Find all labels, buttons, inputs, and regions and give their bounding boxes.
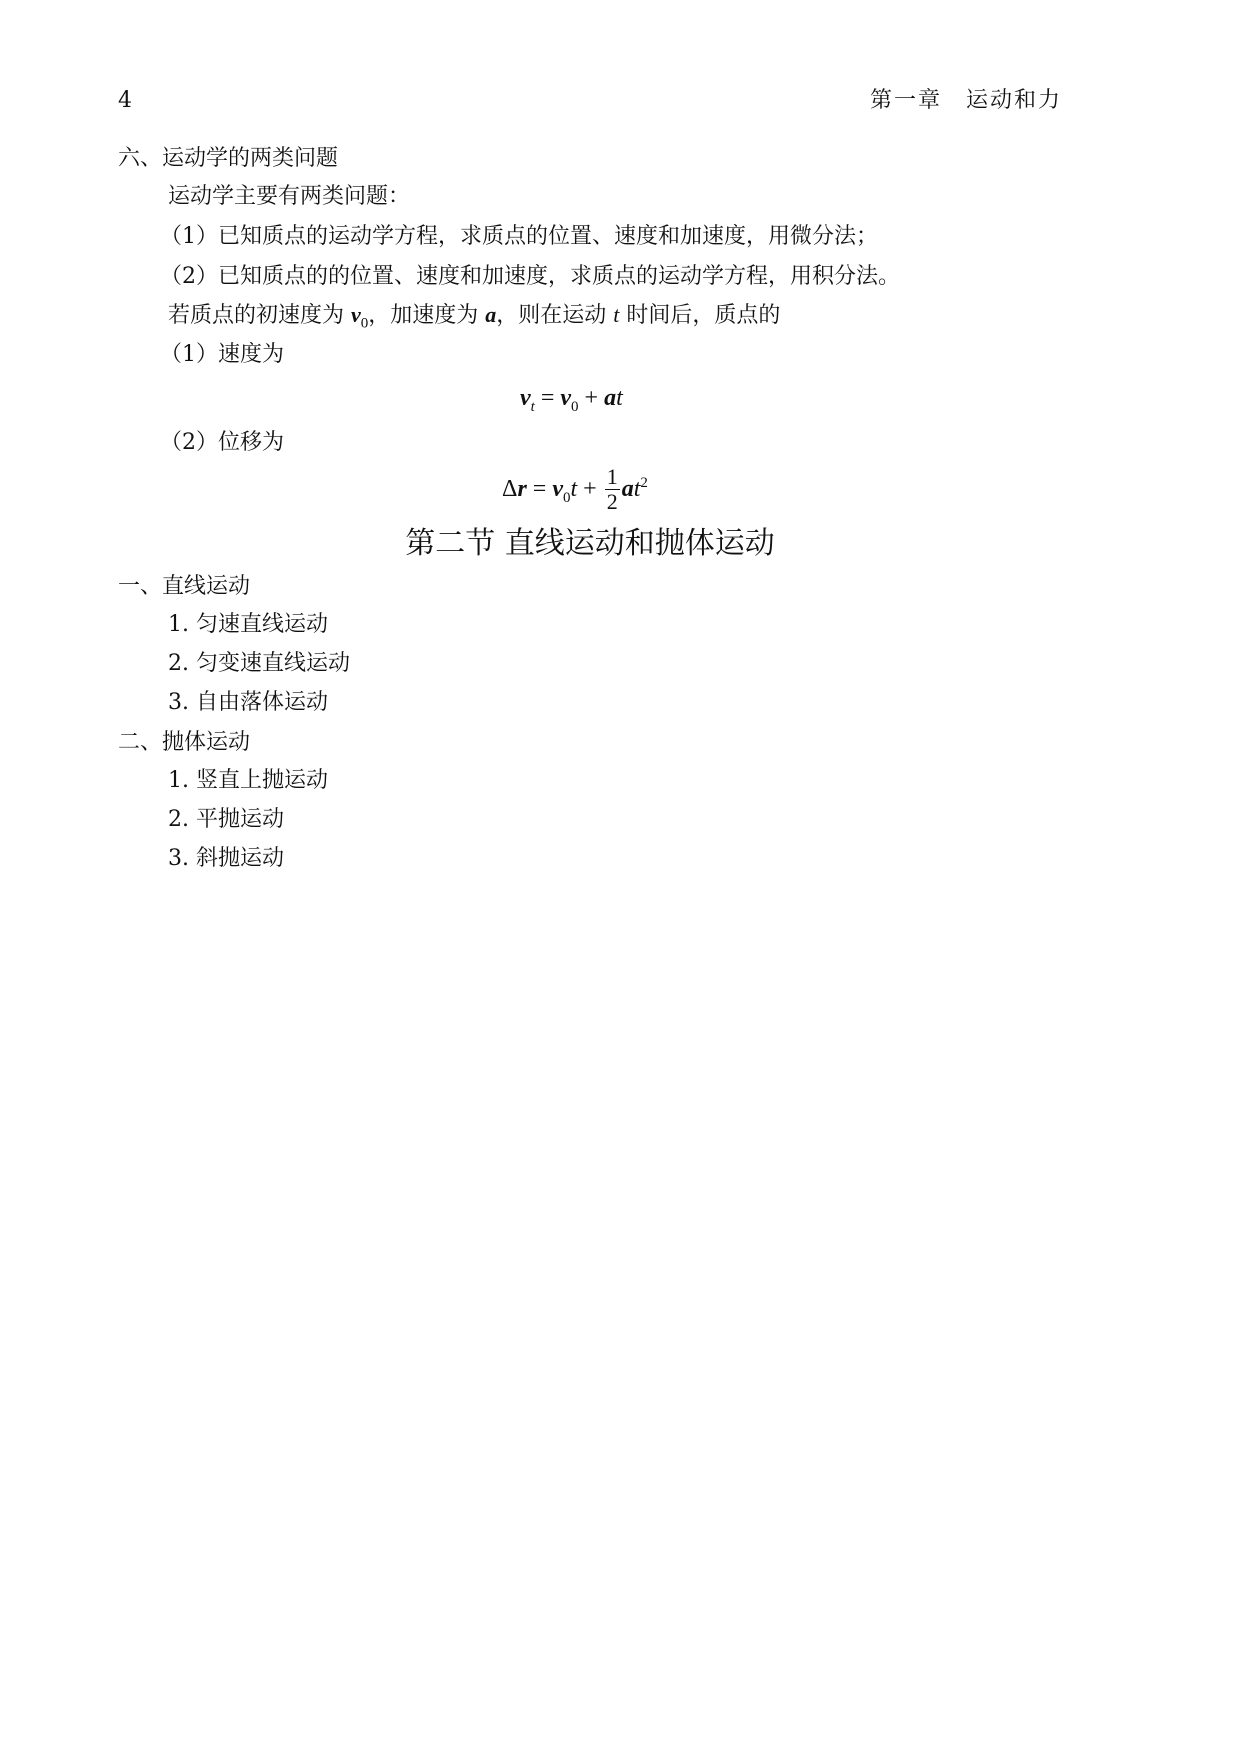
equation-velocity [520,382,623,422]
problem-item-1: （1）已知质点的运动学方程，求质点的位置、速度和加速度，用微分法； [160,224,878,249]
eq2-v0-symbol: v [552,476,563,502]
condition-sentence [168,300,780,338]
math-a: a [485,302,497,327]
eq2-denominator: 2 [606,489,618,514]
condition-part-4: 时间后，质点的 [619,303,781,328]
eq2-delta: Δ [502,476,518,502]
problem-item-2: （2）已知质点的的位置、速度和加速度，求质点的运动学方程，用积分法。 [160,264,900,289]
section-heading-six: 六、运动学的两类问题 [118,146,339,171]
eq1-v0-symbol: v [560,385,572,411]
intro-suffix: ： [388,184,411,209]
intro-paragraph [168,182,410,212]
list-item: 2. 平抛运动 [168,807,284,832]
eq1-v-symbol: v [520,385,531,411]
eq2-t: t [570,476,578,502]
eq2-a: a [621,476,634,502]
list-item: 2. 匀变速直线运动 [168,651,350,676]
eq2-v0 [552,476,571,506]
math-v0-symbol: v [351,302,361,327]
displacement-label: （2）位移为 [160,430,284,455]
math-v0 [351,302,369,332]
eq1-t-subscript: t [530,398,535,415]
eq2-r: r [517,476,527,502]
velocity-label: （1）速度为 [160,342,284,367]
eq2-plus: + [577,476,603,502]
eq1-t: t [616,385,623,411]
condition-part-3: ，则在运动 [496,303,614,328]
math-t: t [613,302,620,327]
list-item: 1. 匀速直线运动 [168,612,328,637]
eq1-vt [520,385,535,415]
eq1-v0-subscript: 0 [571,398,579,415]
eq1-plus: + [578,385,605,411]
intro-prefix: 运动学主要有 [168,184,301,209]
page-number: 4 [118,88,132,113]
equation-displacement [502,456,648,512]
eq1-a: a [604,385,617,411]
eq2-numerator: 1 [606,464,618,489]
part-heading-linear: 一、直线运动 [118,574,251,599]
part-heading-projectile: 二、抛体运动 [118,730,251,755]
condition-part-2: ，加速度为 [368,303,486,328]
section-title: 第二节 直线运动和抛体运动 [405,526,775,561]
list-item: 1. 竖直上抛运动 [168,768,328,793]
math-v0-subscript: 0 [360,315,369,332]
eq1-v0 [560,385,579,415]
intro-bold-text: 两类问题 [300,184,389,209]
condition-part-1: 若质点的初速度为 [168,303,351,328]
eq2-equals: = [526,476,553,502]
list-item: 3. 自由落体运动 [168,690,328,715]
eq2-exponent: 2 [640,475,648,491]
list-item: 3. 斜抛运动 [168,846,284,871]
chapter-title: 第一章 运动和力 [870,88,1063,113]
eq2-fraction [605,465,620,514]
eq2-t2: t [633,476,641,502]
eq1-equals: = [534,385,561,411]
eq2-v0-subscript: 0 [562,489,571,506]
